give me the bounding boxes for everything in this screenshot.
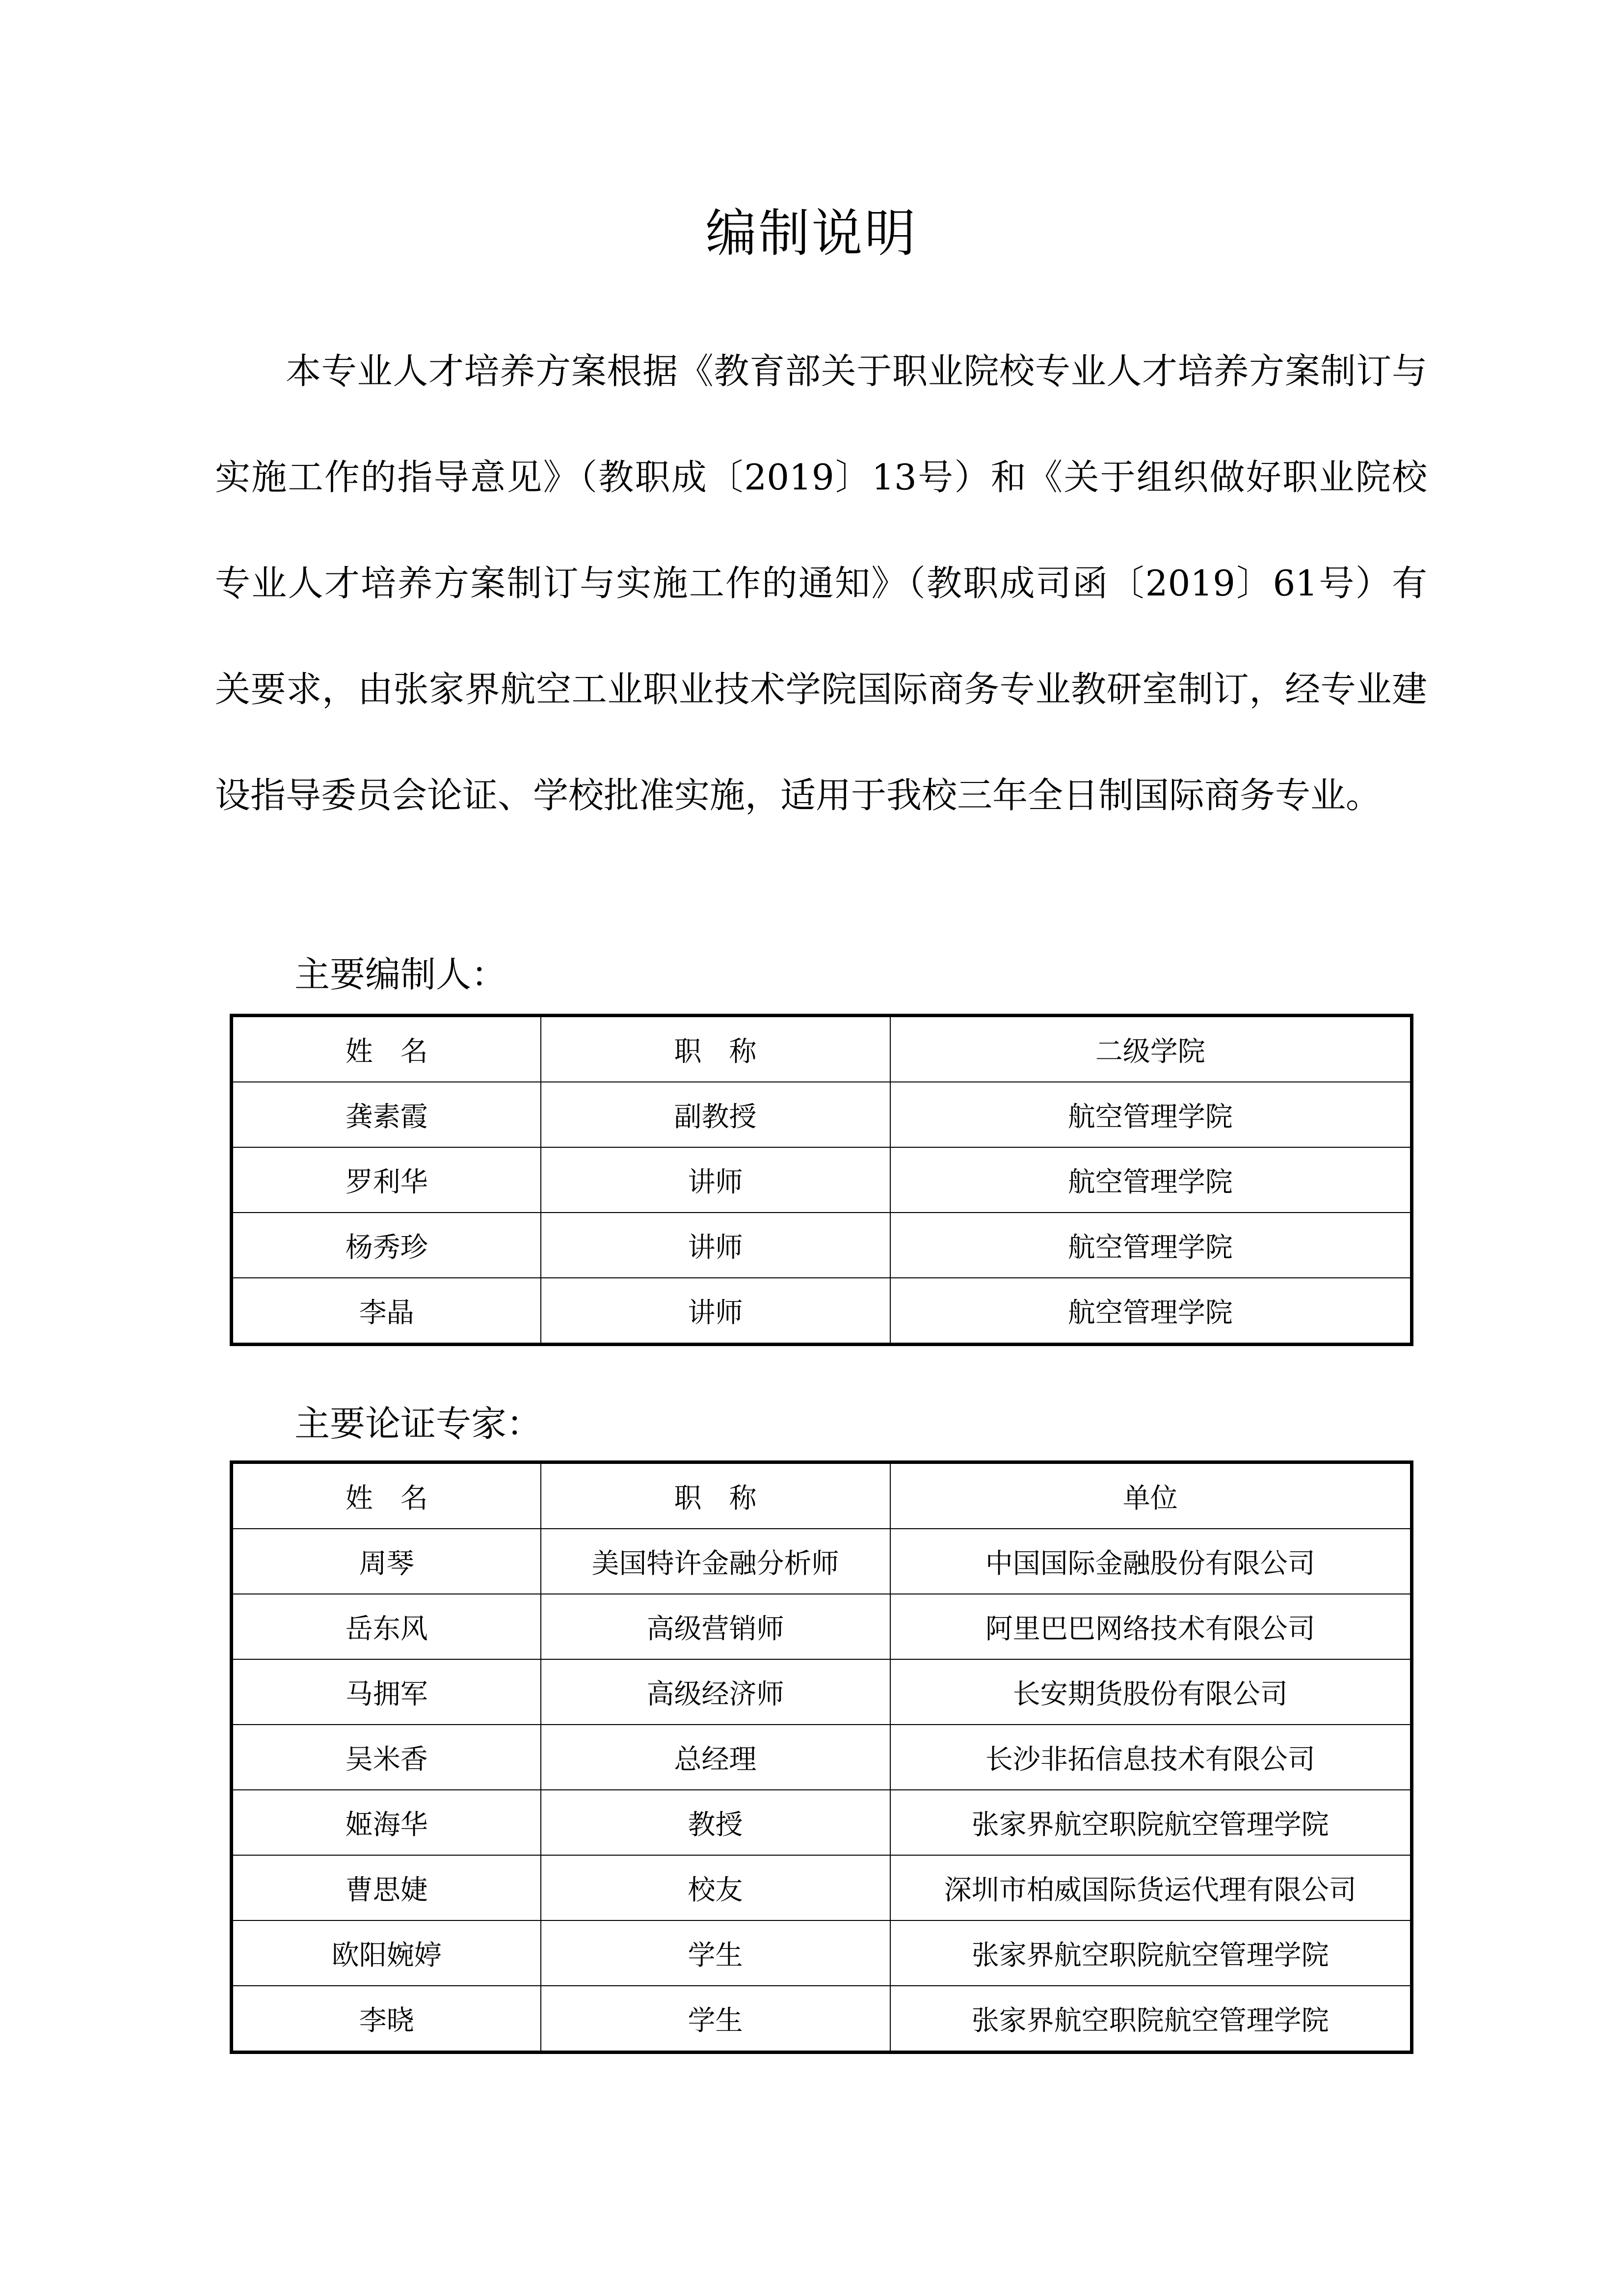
- cell-name: 曹思婕: [232, 1855, 541, 1920]
- cell-organization: 阿里巴巴网络技术有限公司: [890, 1594, 1412, 1659]
- cell-title: 总经理: [541, 1725, 890, 1790]
- cell-title: 高级经济师: [541, 1659, 890, 1725]
- cell-college: 航空管理学院: [890, 1213, 1412, 1278]
- cell-name: 欧阳婉婷: [232, 1920, 541, 1986]
- table-row: [232, 1986, 1412, 2053]
- cell-organization: 中国国际金融股份有限公司: [890, 1529, 1412, 1594]
- table-row: [232, 1147, 1412, 1213]
- cell-name: 马拥军: [232, 1659, 541, 1725]
- cell-name: 岳东风: [232, 1594, 541, 1659]
- cell-name: 龚素霞: [232, 1082, 541, 1147]
- table-header-row: [232, 1016, 1412, 1082]
- page-title: 编制说明: [705, 203, 918, 263]
- table-row: [232, 1082, 1412, 1147]
- table-row: [232, 1920, 1412, 1986]
- table-row: [232, 1529, 1412, 1594]
- cell-title: 学生: [541, 1920, 890, 1986]
- table-row: [232, 1659, 1412, 1725]
- header-name: 姓 名: [232, 1016, 541, 1082]
- cell-organization: 张家界航空职院航空管理学院: [890, 1790, 1412, 1855]
- header-organization: 单位: [890, 1462, 1412, 1529]
- cell-organization: 深圳市柏威国际货运代理有限公司: [890, 1855, 1412, 1920]
- experts-table: [230, 1460, 1413, 2054]
- cell-name: 李晓: [232, 1986, 541, 2053]
- table-row: [232, 1855, 1412, 1920]
- cell-title: 讲师: [541, 1147, 890, 1213]
- header-title: 职 称: [541, 1016, 890, 1082]
- cell-title: 美国特许金融分析师: [541, 1529, 890, 1594]
- cell-name: 李晶: [232, 1278, 541, 1345]
- cell-title: 讲师: [541, 1278, 890, 1345]
- table-row: [232, 1790, 1412, 1855]
- cell-organization: 张家界航空职院航空管理学院: [890, 1986, 1412, 2053]
- cell-title: 高级营销师: [541, 1594, 890, 1659]
- table-header-row: [232, 1462, 1412, 1529]
- table-row: [232, 1594, 1412, 1659]
- compilers-table: [230, 1014, 1413, 1346]
- cell-organization: 长安期货股份有限公司: [890, 1659, 1412, 1725]
- cell-name: 罗利华: [232, 1147, 541, 1213]
- compilers-label: 主要编制人：: [294, 954, 507, 995]
- cell-organization: 长沙非拓信息技术有限公司: [890, 1725, 1412, 1790]
- header-college: 二级学院: [890, 1016, 1412, 1082]
- cell-title: 讲师: [541, 1213, 890, 1278]
- cell-name: 杨秀珍: [232, 1213, 541, 1278]
- table-row: [232, 1278, 1412, 1345]
- table-row: [232, 1213, 1412, 1278]
- cell-title: 校友: [541, 1855, 890, 1920]
- header-name: 姓 名: [232, 1462, 541, 1529]
- intro-paragraph: 本专业人才培养方案根据《教育部关于职业院校专业人才培养方案制订与实施工作的指导意见》（教职成〔2019〕13号）和《关于组织做好职业院校专业人才培养方案制订与实施工作的通知》（教职成司函〔2019〕61号）有关要求，由张家界航空工业职业技术学院国际商务专业教研室制订，经专业建设指导委员会论证、学校批准实施，适用于我校三年全日制国际商务专业。: [215, 351, 1427, 816]
- cell-name: 姬海华: [232, 1790, 541, 1855]
- experts-label: 主要论证专家：: [294, 1403, 542, 1444]
- cell-name: 吴米香: [232, 1725, 541, 1790]
- cell-college: 航空管理学院: [890, 1082, 1412, 1147]
- cell-name: 周琴: [232, 1529, 541, 1594]
- cell-college: 航空管理学院: [890, 1278, 1412, 1345]
- cell-college: 航空管理学院: [890, 1147, 1412, 1213]
- cell-title: 教授: [541, 1790, 890, 1855]
- header-title: 职 称: [541, 1462, 890, 1529]
- table-row: [232, 1725, 1412, 1790]
- cell-organization: 张家界航空职院航空管理学院: [890, 1920, 1412, 1986]
- cell-title: 学生: [541, 1986, 890, 2053]
- cell-title: 副教授: [541, 1082, 890, 1147]
